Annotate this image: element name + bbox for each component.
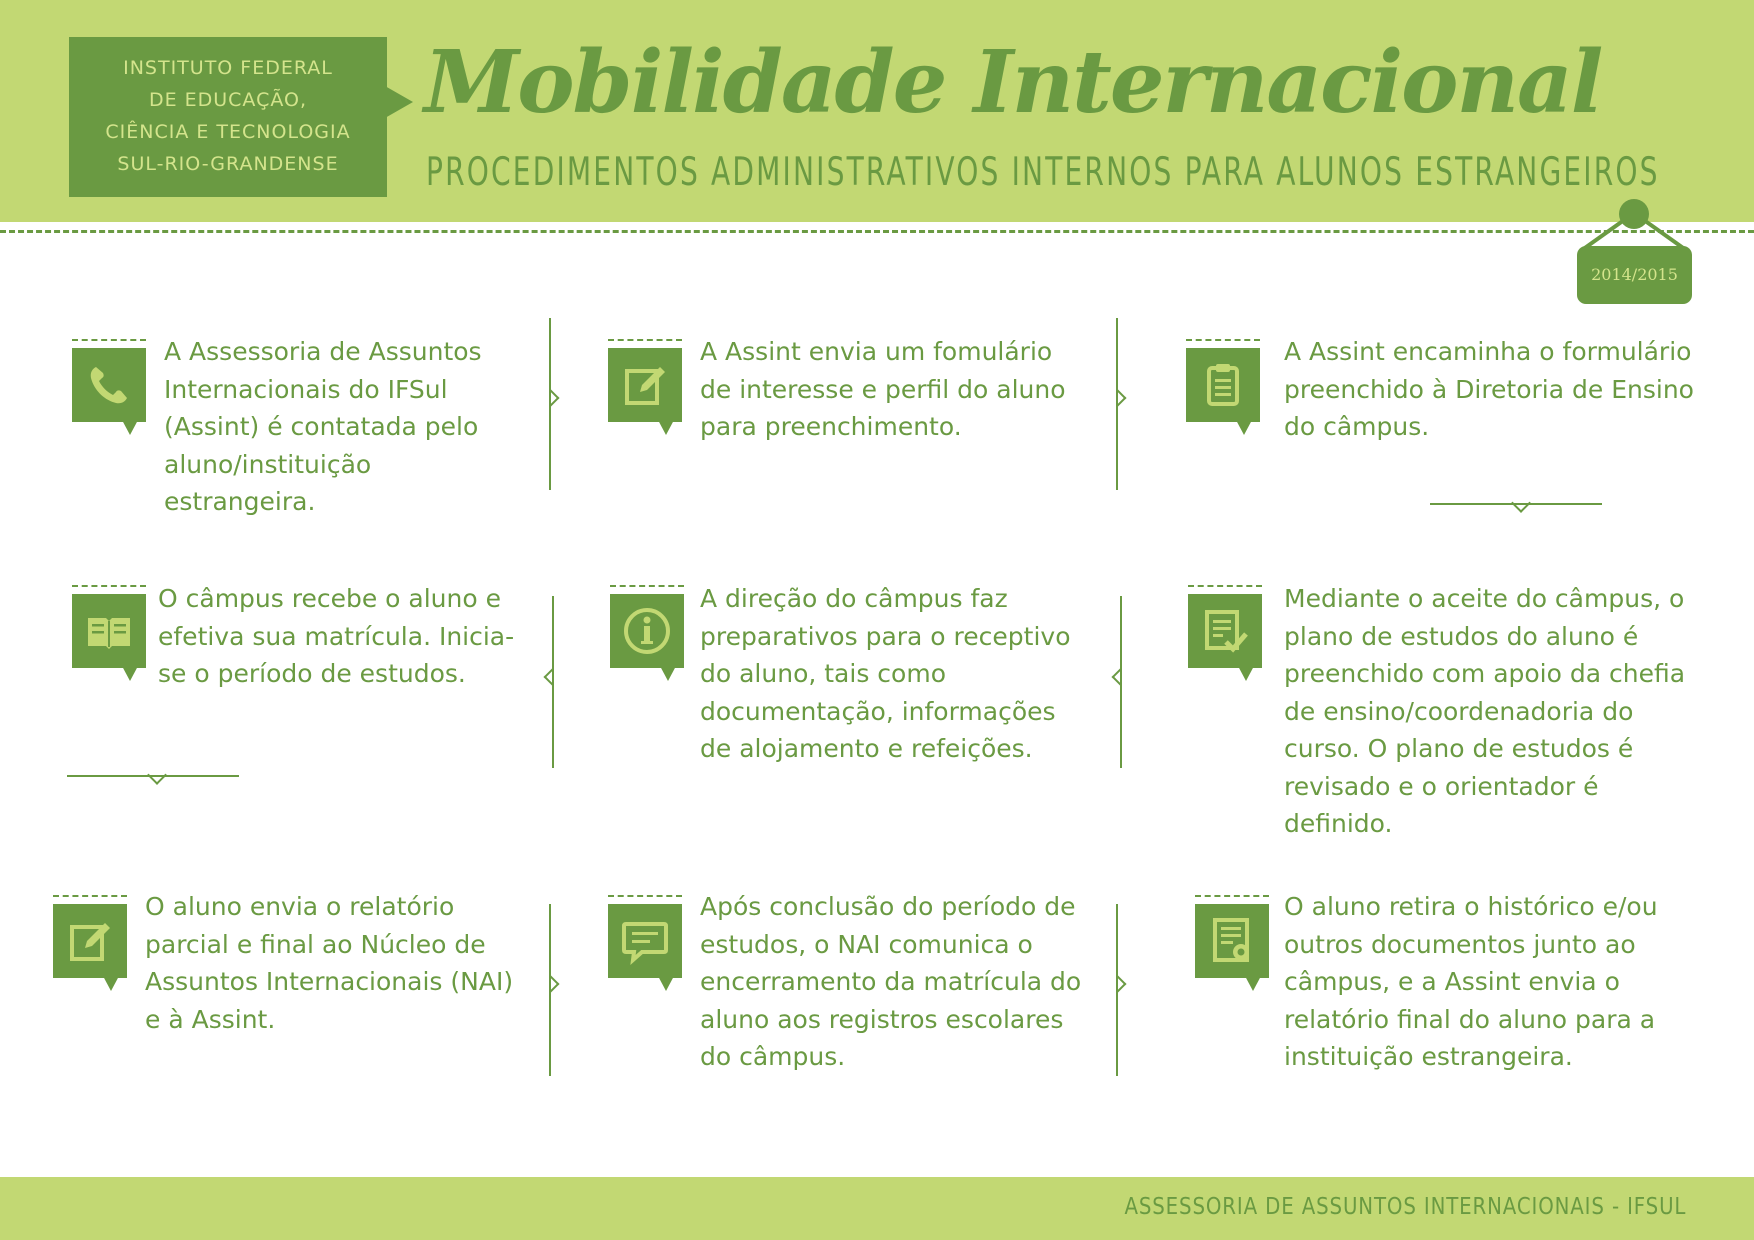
flow-arrow-down-icon (1511, 493, 1531, 513)
flow-arrow-right-icon (1110, 390, 1127, 407)
flow-arrow-left-icon (544, 669, 561, 686)
info-icon (610, 594, 684, 668)
header-dashed-divider (0, 230, 1754, 233)
institution-label (69, 37, 387, 197)
institution-line: CIÊNCIA E TECNOLOGIA (105, 121, 351, 143)
flow-arrow-down-icon (147, 765, 167, 785)
edit-report-icon (53, 904, 127, 978)
step-5-text: A direção do câmpus faz preparativos para o receptivo do aluno, tais como documentação, informações de alojamento e refeições. (700, 584, 1071, 763)
step-1-text: A Assessoria de Assuntos Internacionais do IFSul (Assint) é contatada pelo aluno/instituição estrangeira. (164, 337, 482, 516)
institution-pointer (385, 86, 413, 118)
flow-arrow-left-icon (1112, 669, 1129, 686)
year-tag: 2014/2015 (1577, 246, 1692, 304)
approved-document-icon (1188, 594, 1262, 668)
chat-icon (608, 904, 682, 978)
phone-icon (72, 348, 146, 422)
step-2-text: A Assint envia um fomulário de interesse e perfil do aluno para preenchimento. (700, 337, 1066, 441)
step-4-text: Mediante o aceite do câmpus, o plano de estudos do aluno é preenchido com apoio da chefia de ensino/coordenadoria do curso. O plano de estudos é revisado e o orientador é definido. (1284, 584, 1686, 838)
step-6-text: O câmpus recebe o aluno e efetiva sua matrícula. Inicia-se o período de estudos. (158, 584, 515, 688)
year-tag-hook (1619, 199, 1649, 229)
book-icon (72, 594, 146, 668)
edit-form-icon (608, 348, 682, 422)
institution-line: SUL-RIO-GRANDENSE (117, 153, 339, 175)
certificate-icon (1195, 904, 1269, 978)
step-3-text: A Assint encaminha o formulário preenchido à Diretoria de Ensino do câmpus. (1284, 337, 1694, 441)
page-title: Mobilidade Internacional (424, 32, 1602, 133)
page-subtitle: PROCEDIMENTOS ADMINISTRATIVOS INTERNOS PARA ALUNOS ESTRANGEIROS (426, 150, 1660, 195)
institution-line: INSTITUTO FEDERAL (123, 57, 333, 79)
step-7-text: O aluno envia o relatório parcial e final ao Núcleo de Assuntos Internacionais (NAI) e à Assint. (145, 892, 514, 1034)
flow-arrow-right-icon (543, 390, 560, 407)
institution-line: DE EDUCAÇÃO, (148, 89, 308, 111)
footer-text: ASSESSORIA DE ASSUNTOS INTERNACIONAIS - IFSUL (1124, 1194, 1686, 1220)
step-8-text: Após conclusão do período de estudos, o NAI comunica o encerramento da matrícula do aluno aos registros escolares do câmpus. (700, 892, 1082, 1071)
step-9-text: O aluno retira o histórico e/ou outros documentos junto ao câmpus, e a Assint envia o relatório final do aluno para a instituição estrangeira. (1284, 892, 1658, 1071)
footer-band (0, 1177, 1754, 1240)
flow-arrow-right-icon (543, 976, 560, 993)
flow-arrow-right-icon (1110, 976, 1127, 993)
clipboard-icon (1186, 348, 1260, 422)
